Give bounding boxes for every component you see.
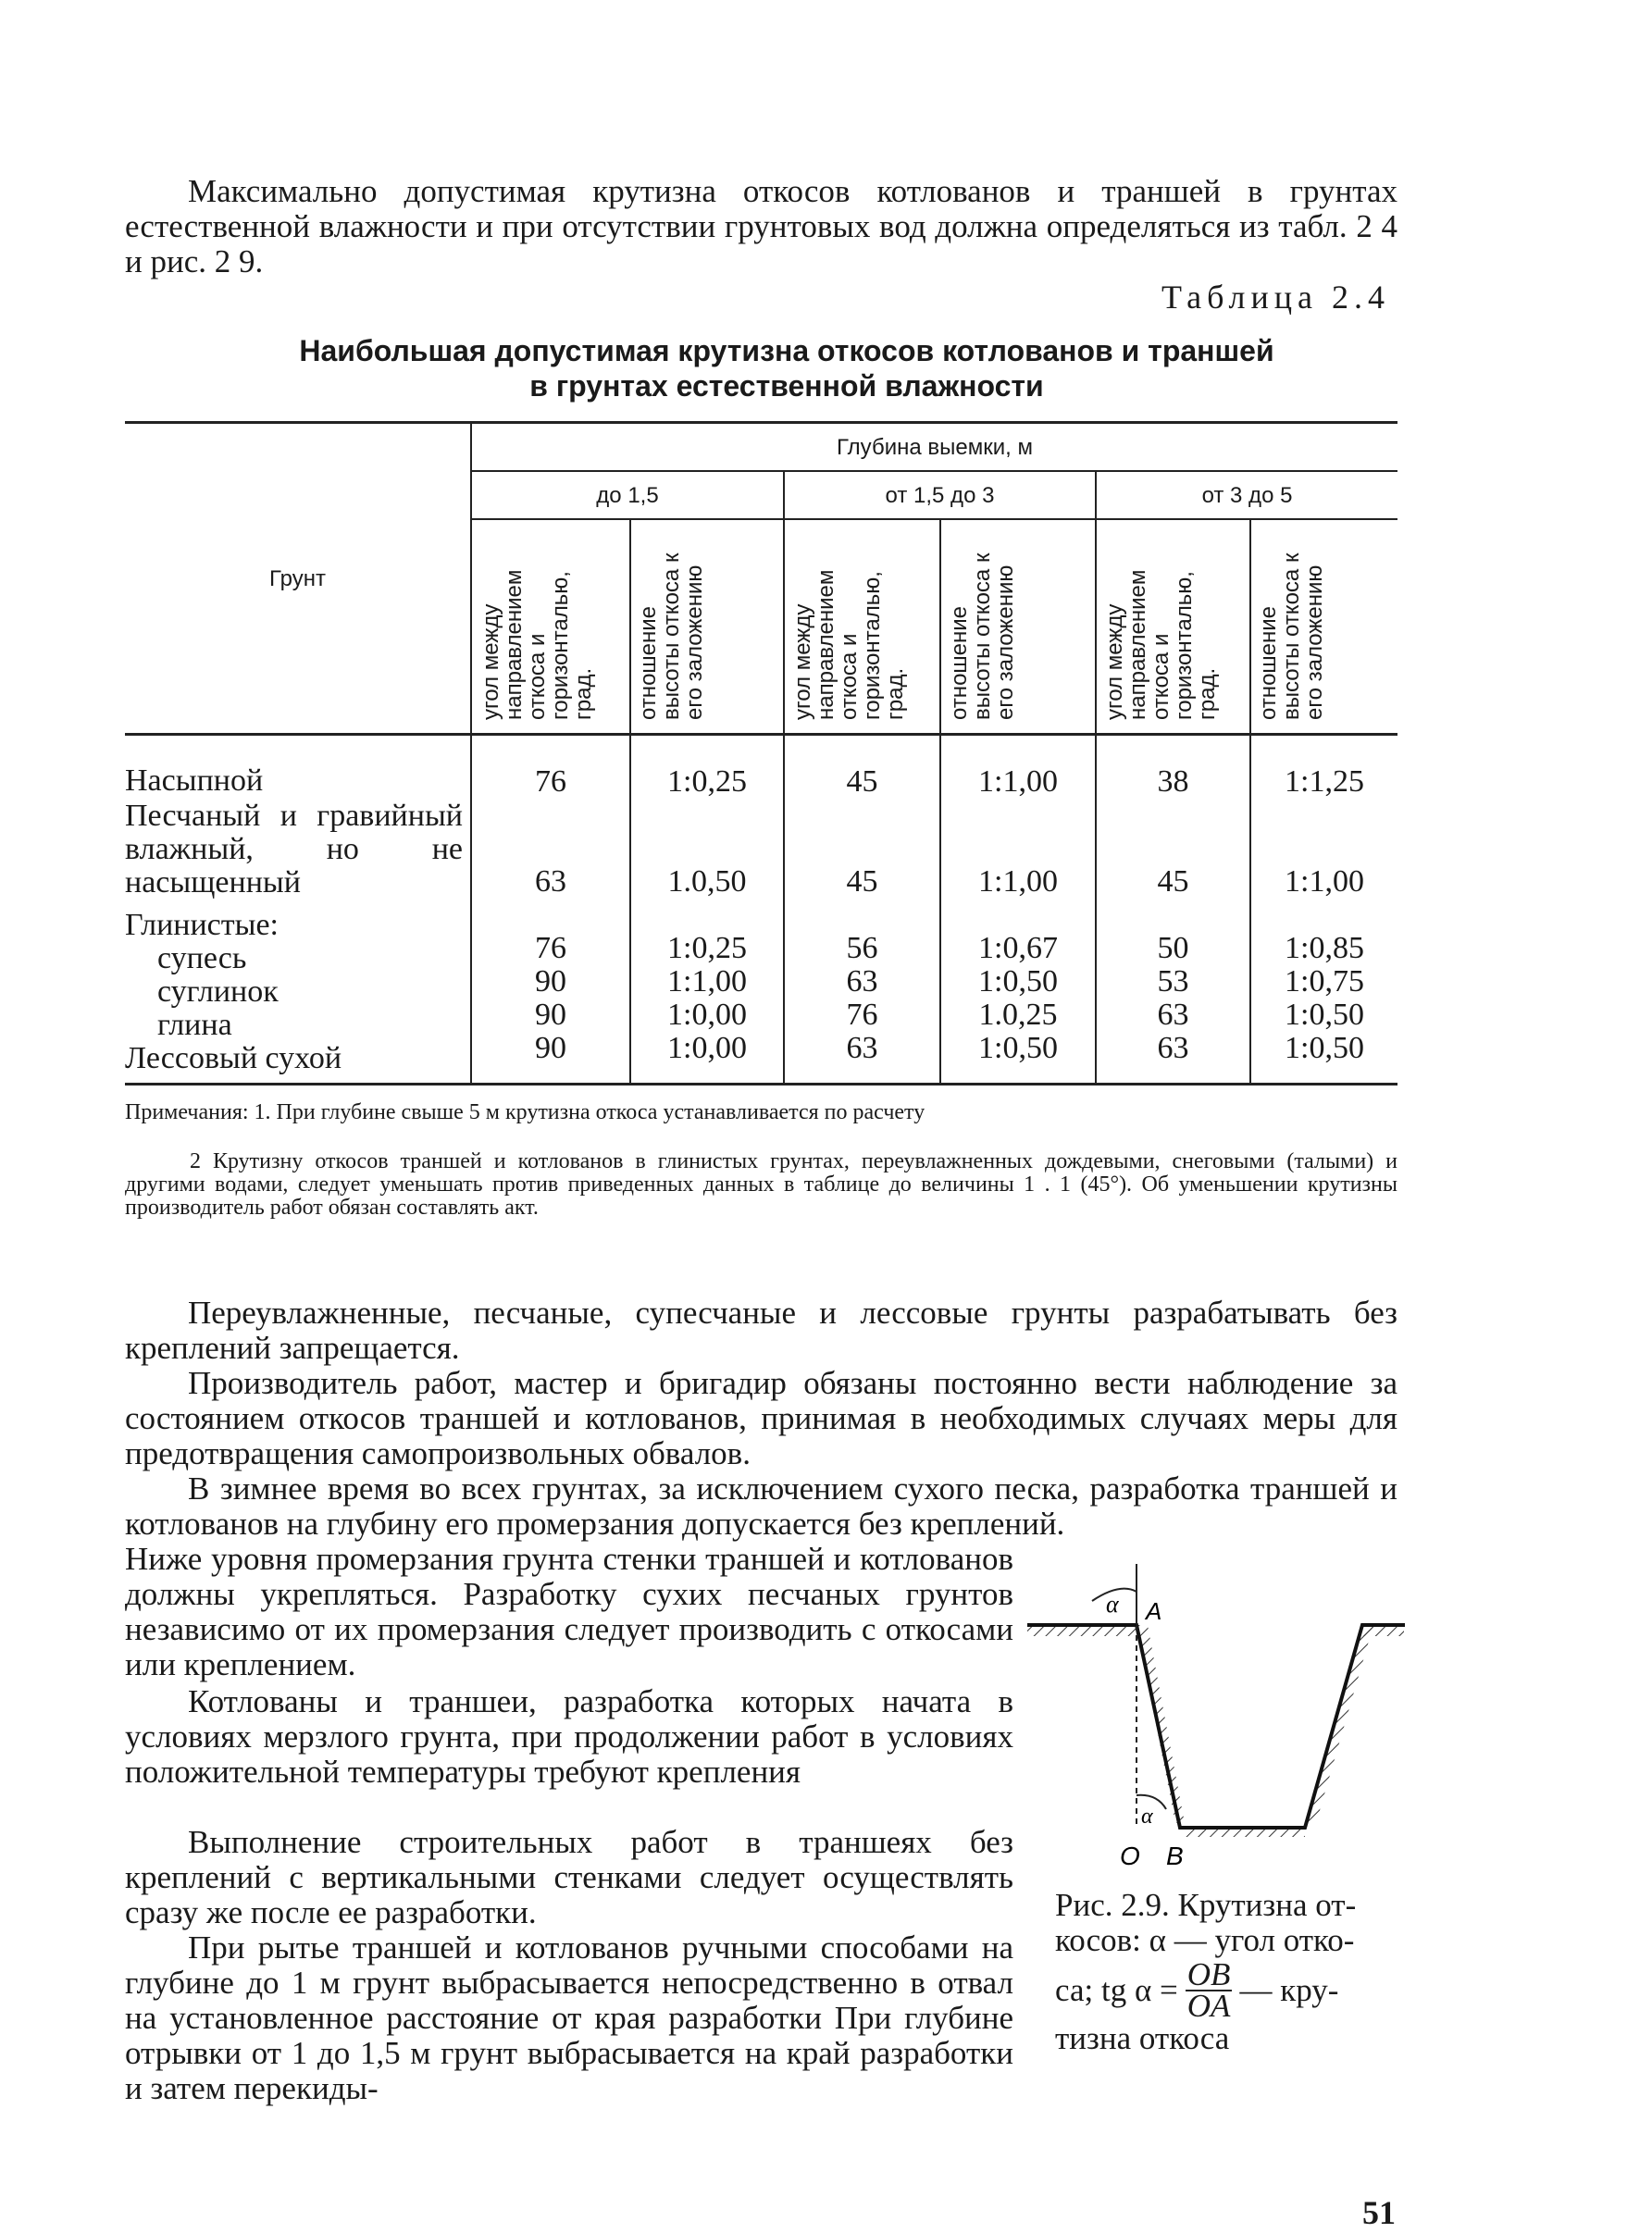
row-name: глина: [157, 1008, 232, 1042]
cell: 1:0,25: [667, 931, 747, 965]
group-header-2: от 1,5 до 3: [885, 483, 995, 508]
row-name: Глинистые:: [125, 908, 279, 942]
cell: 90: [535, 998, 566, 1032]
cell: 76: [535, 931, 566, 965]
cell: 50: [1157, 931, 1189, 965]
angle-header-2: угол между направлением откоса и горизонталью, град.: [790, 569, 908, 720]
paragraph-2: [125, 1366, 1397, 1471]
alpha-label-top: α: [1106, 1591, 1119, 1618]
table-title-line2: в грунтах естественной влажности: [529, 369, 1044, 403]
paragraph-5: [125, 1825, 1013, 1930]
table-title-line1: Наибольшая допустимая крутизна откосов котлованов и траншей: [299, 334, 1274, 367]
ratio-header-2: отношение высоты откоса к его заложению: [947, 552, 1018, 720]
intro-paragraph: [125, 174, 1397, 279]
cell: 45: [846, 764, 878, 799]
cell: 1:0,50: [978, 964, 1058, 999]
cell: 56: [846, 931, 878, 965]
table-title: [185, 333, 1388, 403]
cell: 63: [1157, 1031, 1189, 1065]
paragraph-6-text: При рытье траншей и котлованов ручными способами на глубине до 1 м грунт выбрасывается непосредственно в отвал на установленное расстояние от края разработки При глубине отрывки от 1 до 1,5 м грунт выбрасывается на край разработки и затем перекиды-: [125, 1929, 1013, 2106]
cell: 90: [535, 964, 566, 999]
row-name: Насыпной: [125, 763, 264, 798]
ratio-header-3: отношение высоты откоса к его заложению: [1256, 552, 1327, 720]
fraction-denominator: OA: [1186, 1988, 1231, 2024]
paragraph-3b: [125, 1542, 1013, 1682]
depth-rule: [472, 470, 1397, 472]
angle-header-1: угол между направлением откоса и горизонталью, град.: [478, 569, 596, 720]
cell: 1:0,50: [978, 1031, 1058, 1065]
paragraph-4: [125, 1684, 1013, 1790]
cell: 45: [846, 864, 878, 899]
point-b-label: B: [1166, 1842, 1184, 1870]
cell: 1:0,50: [1285, 998, 1364, 1032]
cell: 1:0,00: [667, 1031, 747, 1065]
cell: 63: [535, 864, 566, 899]
note-2-text: 2 Крутизну откосов траншей и котлованов в глинистых грунтах, переувлажненных дождевыми, снеговыми (талыми) и другими водами, следует уменьшать против приведенных данных в таблице до величины 1 . 1 (45°). Об уменьшении крутизны производитель работ обязан составлять акт.: [125, 1149, 1397, 1220]
fraction: [1186, 1956, 1233, 2024]
ratio-header-1: отношение высоты откоса к его заложению: [636, 552, 707, 720]
cell: 90: [535, 1031, 566, 1065]
paragraph-1-text: Переувлажненные, песчаные, супесчаные и лессовые грунты разрабатывать без креплений запрещается.: [125, 1295, 1397, 1366]
header-bottom-rule: [125, 733, 1397, 736]
cell: 1:1,00: [667, 964, 747, 999]
row-name: Песчаный и гравийный влажный, но не насыщенный: [125, 799, 463, 899]
caption-formula-post: — кру-: [1239, 1972, 1339, 2008]
paragraph-3b-text: Ниже уровня промерзания грунта стенки траншей и котлованов должны укрепляться. Разработку сухих песчаных грунтов независимо от их промерзания следует производить с откосами или креплением.: [125, 1541, 1013, 1682]
table-label: Таблица 2.4: [1161, 279, 1390, 316]
caption-formula-pre: са; tg α =: [1055, 1972, 1178, 2008]
cell: 1:0,67: [978, 931, 1058, 965]
paragraph-6: [125, 1930, 1013, 2106]
group-rule: [472, 518, 1397, 520]
note-1: [125, 1101, 1397, 1124]
caption-line4: тизна откоса: [1055, 2020, 1230, 2056]
cell: 63: [846, 1031, 878, 1065]
page-number: 51: [1362, 2194, 1396, 2231]
note-1-text: Примечания: 1. При глубине свыше 5 м крутизна откоса устанавливается по расчету: [125, 1100, 925, 1124]
caption-line2: косов: α — угол отко-: [1055, 1922, 1355, 1958]
table-bottom-rule: [125, 1083, 1397, 1085]
point-a-label: A: [1146, 1597, 1162, 1625]
note-2: [125, 1150, 1397, 1220]
fraction-numerator: OB: [1186, 1956, 1231, 1992]
cell: 53: [1157, 964, 1189, 999]
angle-header-3: угол между направлением откоса и горизонталью, град.: [1102, 569, 1220, 720]
cell: 1:1,00: [978, 764, 1058, 799]
paragraph-4-text: Котлованы и траншеи, разработка которых начата в условиях мерзлого грунта, при продолжении работ в условиях положительной температуры требуют крепления: [125, 1683, 1013, 1790]
point-o-label: O: [1120, 1842, 1140, 1870]
cell: 1:0,00: [667, 998, 747, 1032]
cell: 45: [1157, 864, 1189, 899]
cell: 76: [846, 998, 878, 1032]
cell: 1:0,50: [1285, 1031, 1364, 1065]
caption-line1: Рис. 2.9. Крутизна от-: [1055, 1887, 1357, 1923]
cell: 1:1,00: [978, 864, 1058, 899]
cell: 1.0,25: [978, 998, 1058, 1032]
cell: 1:1,25: [1285, 764, 1364, 799]
paragraph-2-text: Производитель работ, мастер и бригадир обязаны постоянно вести наблюдение за состоянием откосов траншей и котлованов, принимая в необходимых случаях меры для предотвращения самопроизвольных обвалов.: [125, 1365, 1397, 1471]
cell: 76: [535, 764, 566, 799]
paragraph-3a-text: В зимнее время во всех грунтах, за исключением сухого песка, разработка траншей и котлованов на глубину его промерзания допускается без креплений.: [125, 1470, 1397, 1542]
paragraph-5-text: Выполнение строительных работ в траншеях без креплений с вертикальными стенками следует осуществлять сразу же после ее разработки.: [125, 1824, 1013, 1930]
table-top-rule: [125, 421, 1397, 424]
caption-formula: [1055, 1956, 1407, 2024]
alpha-label-bottom: α: [1141, 1805, 1153, 1829]
figure-caption: [1055, 1888, 1407, 2056]
group-header-3: от 3 до 5: [1201, 483, 1293, 508]
grunt-header: Грунт: [269, 566, 326, 591]
paragraph-3a: [125, 1471, 1397, 1542]
depth-header: Глубина выемки, м: [837, 435, 1033, 460]
cell: 38: [1157, 764, 1189, 799]
paragraph-1: [125, 1296, 1397, 1366]
trench-outline: [1027, 1625, 1405, 1828]
cell: 1.0,50: [667, 864, 747, 899]
trench-figure: [1018, 1545, 1407, 1879]
row-name: суглинок: [157, 974, 279, 1009]
cell: 1:0,25: [667, 764, 747, 799]
cell: 1:0,75: [1285, 964, 1364, 999]
row-name: Лессовый сухой: [125, 1041, 342, 1075]
cell: 63: [846, 964, 878, 999]
cell: 1:1,00: [1285, 864, 1364, 899]
group-header-1: до 1,5: [596, 483, 659, 508]
cell: 63: [1157, 998, 1189, 1032]
row-name: супесь: [157, 941, 247, 975]
intro-text: Максимально допустимая крутизна откосов котлованов и траншей в грунтах естественной влажности и при отсутствии грунтовых вод должна определяться из табл. 2 4 и рис. 2 9.: [125, 173, 1397, 279]
cell: 1:0,85: [1285, 931, 1364, 965]
